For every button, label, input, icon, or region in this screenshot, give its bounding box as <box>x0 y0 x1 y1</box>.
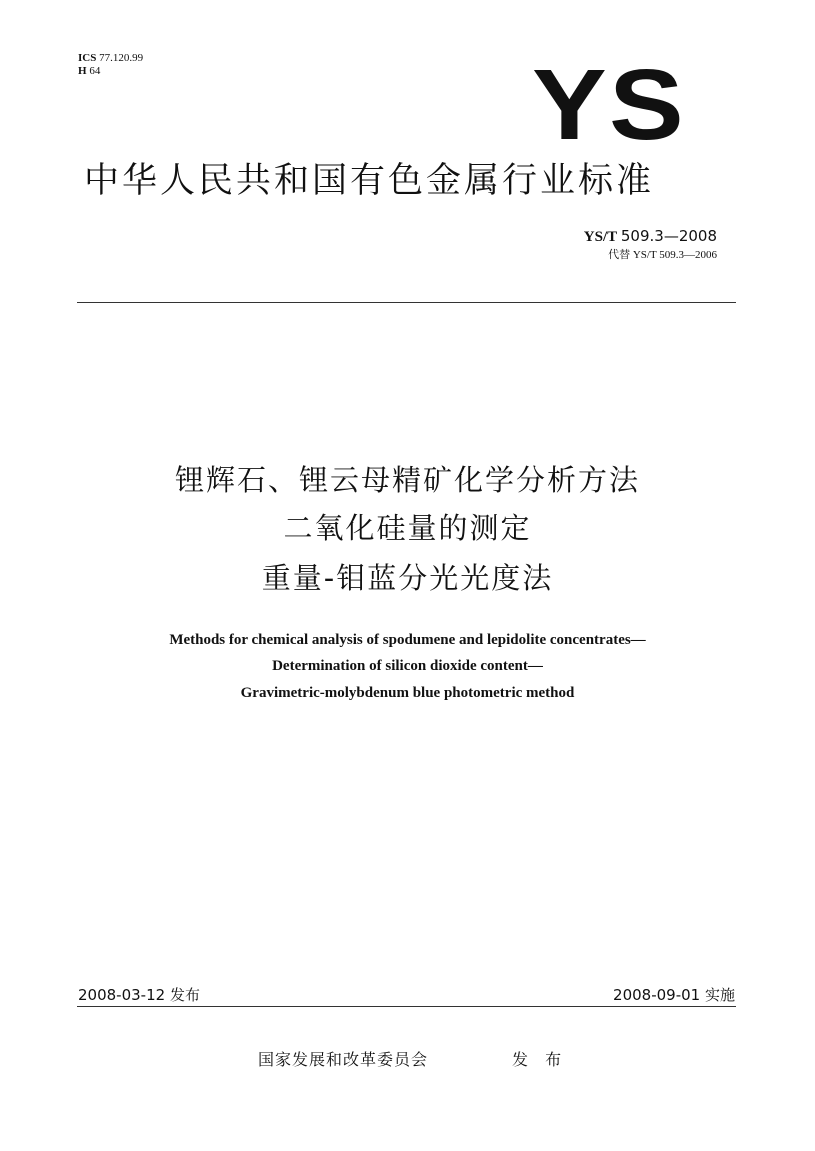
replaces-standard: 代替 YS/T 509.3—2006 <box>608 249 717 261</box>
standard-number-value: 509.3—2008 <box>620 227 717 245</box>
issue-date: 2008-03-12 发布 <box>78 986 200 1004</box>
publisher-name: 国家发展和改革委员会 <box>258 1050 429 1069</box>
standard-title: 中华人民共和国有色金属行业标准 <box>84 161 655 201</box>
title-zh-line-3: 重量-钼蓝分光光度法 <box>261 561 554 595</box>
standard-code: YS/T <box>583 229 618 245</box>
ics-label: ICS <box>78 52 97 64</box>
title-zh-line-1: 锂辉石、锂云母精矿化学分析方法 <box>174 463 640 497</box>
top-divider <box>77 302 736 303</box>
title-en-line-1: Methods for chemical analysis of spodumene and lepidolite concentrates— <box>169 632 646 648</box>
ys-logo: YS <box>532 49 686 161</box>
title-zh-line-2: 二氧化硅量的测定 <box>283 511 532 545</box>
classification-codes <box>78 52 143 78</box>
publish-verb: 发 布 <box>512 1050 568 1069</box>
bottom-divider <box>77 1006 736 1007</box>
ccs-code: 64 <box>89 65 101 77</box>
ics-code: 77.120.99 <box>99 52 144 64</box>
standard-number <box>584 227 717 246</box>
ccs-line <box>78 65 143 78</box>
title-en-line-2: Determination of silicon dioxide content— <box>272 658 543 674</box>
title-en-line-3: Gravimetric-molybdenum blue photometric method <box>240 685 575 701</box>
ccs-label: H <box>78 65 87 77</box>
implementation-date: 2008-09-01 实施 <box>613 986 735 1004</box>
ics-line <box>78 52 143 65</box>
